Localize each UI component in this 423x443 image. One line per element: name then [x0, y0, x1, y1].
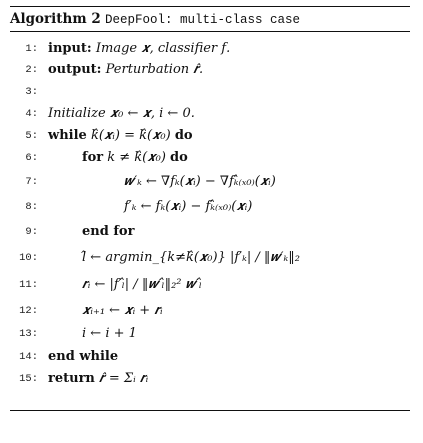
line-number: 10: — [19, 252, 38, 264]
line-number: 5: — [25, 130, 38, 142]
line-number: 9: — [25, 226, 38, 238]
line-number: 13: — [19, 328, 38, 340]
line-number: 15: — [19, 373, 38, 385]
statement: 𝑓′ₖ ← 𝑓ₖ(𝒙ᵢ) − 𝑓ₖ̂₍ₓ₀₎(𝒙ᵢ) — [124, 199, 253, 214]
keyword: end while — [48, 349, 119, 364]
statement: 𝑘̂(𝒙ᵢ) = 𝑘̂(𝒙₀) — [90, 128, 171, 143]
algorithm-title — [10, 11, 300, 27]
statement: 𝑙̂ ← argmin_{𝑘≠𝑘̂(𝒙₀)} |𝑓′ₖ| / ‖𝒘′ₖ‖₂ — [82, 250, 300, 265]
statement: Image 𝒙, classifier 𝑓. — [95, 41, 231, 56]
line-number: 6: — [25, 152, 38, 164]
line-number: 14: — [19, 351, 38, 363]
line-body — [48, 368, 148, 390]
line-number: 8: — [25, 201, 38, 213]
statement: Perturbation 𝒓̂. — [105, 62, 204, 77]
statement: 𝒓ᵢ ← |𝑓′ₗ̂| / ‖𝒘′ₗ̂‖₂² 𝒘′ₗ̂ — [82, 277, 202, 292]
keyword: while — [48, 128, 87, 143]
line-body — [124, 171, 276, 193]
keyword: do — [174, 128, 193, 143]
top-rule — [10, 6, 410, 7]
line-number: 12: — [19, 305, 38, 317]
line-number: 4: — [25, 108, 38, 120]
keyword: input: — [48, 41, 92, 56]
keyword: output: — [48, 62, 102, 77]
keyword: return — [48, 371, 95, 386]
line-body — [48, 103, 195, 125]
line-body — [82, 221, 134, 243]
line-body — [48, 125, 193, 147]
algorithm-name: DeepFool: multi-class case — [105, 13, 301, 27]
statement: Initialize 𝒙₀ ← 𝒙, 𝑖 ← 0. — [48, 106, 195, 121]
line-body — [124, 196, 252, 218]
keyword: end for — [82, 224, 135, 239]
line-body — [82, 323, 137, 345]
line-number: 3: — [25, 86, 38, 98]
line-body — [82, 247, 300, 269]
algorithm-label: Algorithm 2 — [10, 11, 101, 27]
line-number: 7: — [25, 176, 38, 188]
statement: 𝒓̂ = Σᵢ 𝒓ᵢ — [99, 371, 149, 386]
line-body — [82, 147, 188, 169]
statement: 𝑘 ≠ 𝑘̂(𝒙₀) — [107, 150, 166, 165]
statement: 𝒙ᵢ₊₁ ← 𝒙ᵢ + 𝒓ᵢ — [82, 303, 163, 318]
header-rule — [10, 31, 410, 32]
line-body — [48, 59, 203, 81]
line-body — [82, 274, 202, 296]
line-number: 1: — [25, 43, 38, 55]
bottom-rule — [10, 410, 410, 411]
statement: 𝒘′ₖ ← ∇𝑓ₖ(𝒙ᵢ) − ∇𝑓ₖ̂₍ₓ₀₎(𝒙ᵢ) — [124, 174, 276, 189]
line-number: 2: — [25, 64, 38, 76]
line-number: 11: — [19, 279, 38, 291]
line-body — [82, 300, 163, 322]
algorithm-box — [10, 6, 410, 422]
line-body — [48, 346, 118, 368]
keyword: for — [82, 150, 104, 165]
line-body — [48, 38, 230, 60]
statement: 𝑖 ← 𝑖 + 1 — [82, 326, 137, 341]
keyword: do — [170, 150, 188, 165]
